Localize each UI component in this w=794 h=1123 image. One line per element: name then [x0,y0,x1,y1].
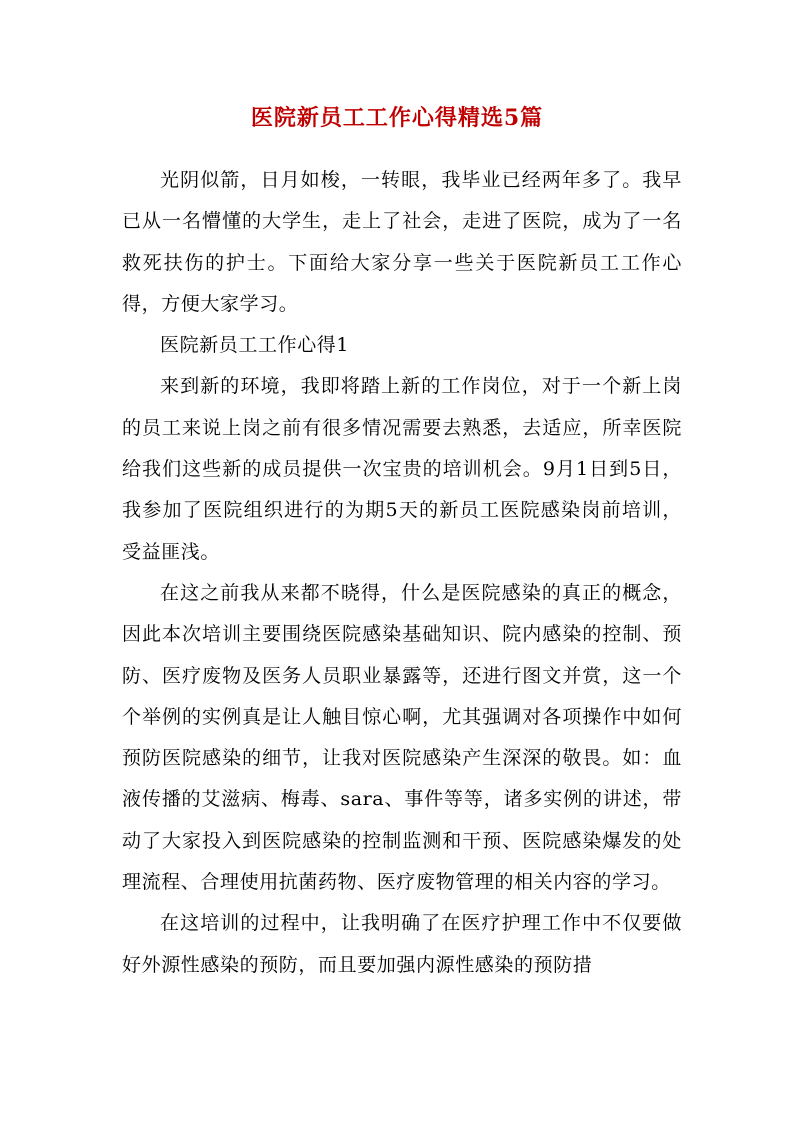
document-title: 医院新员工工作心得精选5篇 [250,105,544,131]
paragraph-intro: 光阴似箭，日月如梭，一转眼，我毕业已经两年多了。我早已从一名懵懂的大学生，走上了社会，走进了医院，成为了一名救死扶伤的护士。下面给大家分享一些关于医院新员工工作心得，方便大家学习。 [122,169,682,315]
document-body [122,160,682,986]
paragraph: 在这培训的过程中，让我明确了在医疗护理工作中不仅要做好外源性感染的预防，而且要加强内源性感染的预防措 [122,912,682,976]
section-heading: 医院新员工工作心得1 [160,334,350,357]
paragraph: 在这之前我从来都不晓得，什么是医院感染的真正的概念，因此本次培训主要围绕医院感染基础知识、院内感染的控制、预防、医疗废物及医务人员职业暴露等，还进行图文并赏，这一个个举例的实例真是让人触目惊心啊，尤其强调对各项操作中如何预防医院感染的细节，让我对医院感染产生深深的敬畏。如：血液传播的艾滋病、梅毒、sara、事件等等，诸多实例的讲述，带动了大家投入到医院感染的控制监测和干预、医院感染爆发的处理流程、合理使用抗菌药物、医疗废物管理的相关内容的学习。 [122,581,682,894]
paragraph: 来到新的环境，我即将踏上新的工作岗位，对于一个新上岗的员工来说上岗之前有很多情况需要去熟悉，去适应，所幸医院给我们这些新的成员提供一次宝贵的培训机会。9月1日到5日，我参加了医院组织进行的为期5天的新员工医院感染岗前培训，受益匪浅。 [122,375,682,563]
